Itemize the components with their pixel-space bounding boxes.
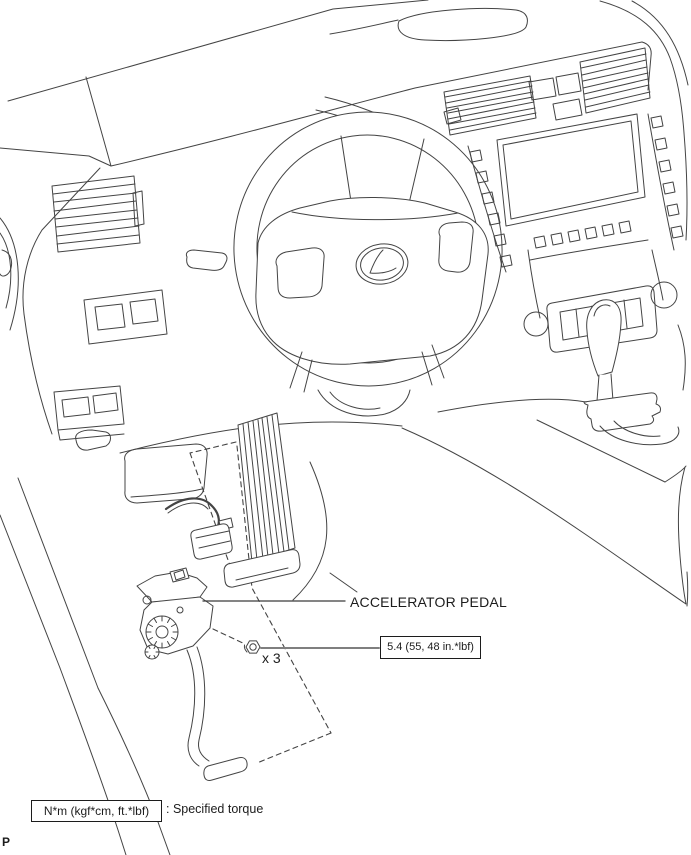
accelerator-pedal-assembly — [137, 568, 247, 780]
legend-description: : Specified torque — [166, 802, 264, 816]
knee-bolster-pad — [125, 444, 208, 503]
navigation-screen — [497, 114, 645, 226]
switch-panels — [54, 290, 167, 450]
page-marker: P — [2, 835, 11, 849]
steering-wheel — [186, 95, 519, 416]
gear-shifter — [584, 300, 661, 431]
torque-spec-box: 5.4 (55, 48 in.*lbf) — [380, 636, 481, 659]
torque-unit-legend-box: N*m (kgf*cm, ft.*lbf) — [31, 800, 162, 822]
fastener-count-label: x 3 — [262, 650, 281, 666]
center-console — [402, 399, 688, 606]
defroster-vent — [398, 8, 527, 40]
installed-pedal — [224, 413, 300, 587]
floor-lines — [0, 462, 357, 855]
accelerator-pedal-label: ACCELERATOR PEDAL — [350, 594, 507, 610]
nut — [244, 641, 260, 653]
driver-side-vent — [52, 176, 144, 252]
harness-connector — [166, 498, 233, 559]
